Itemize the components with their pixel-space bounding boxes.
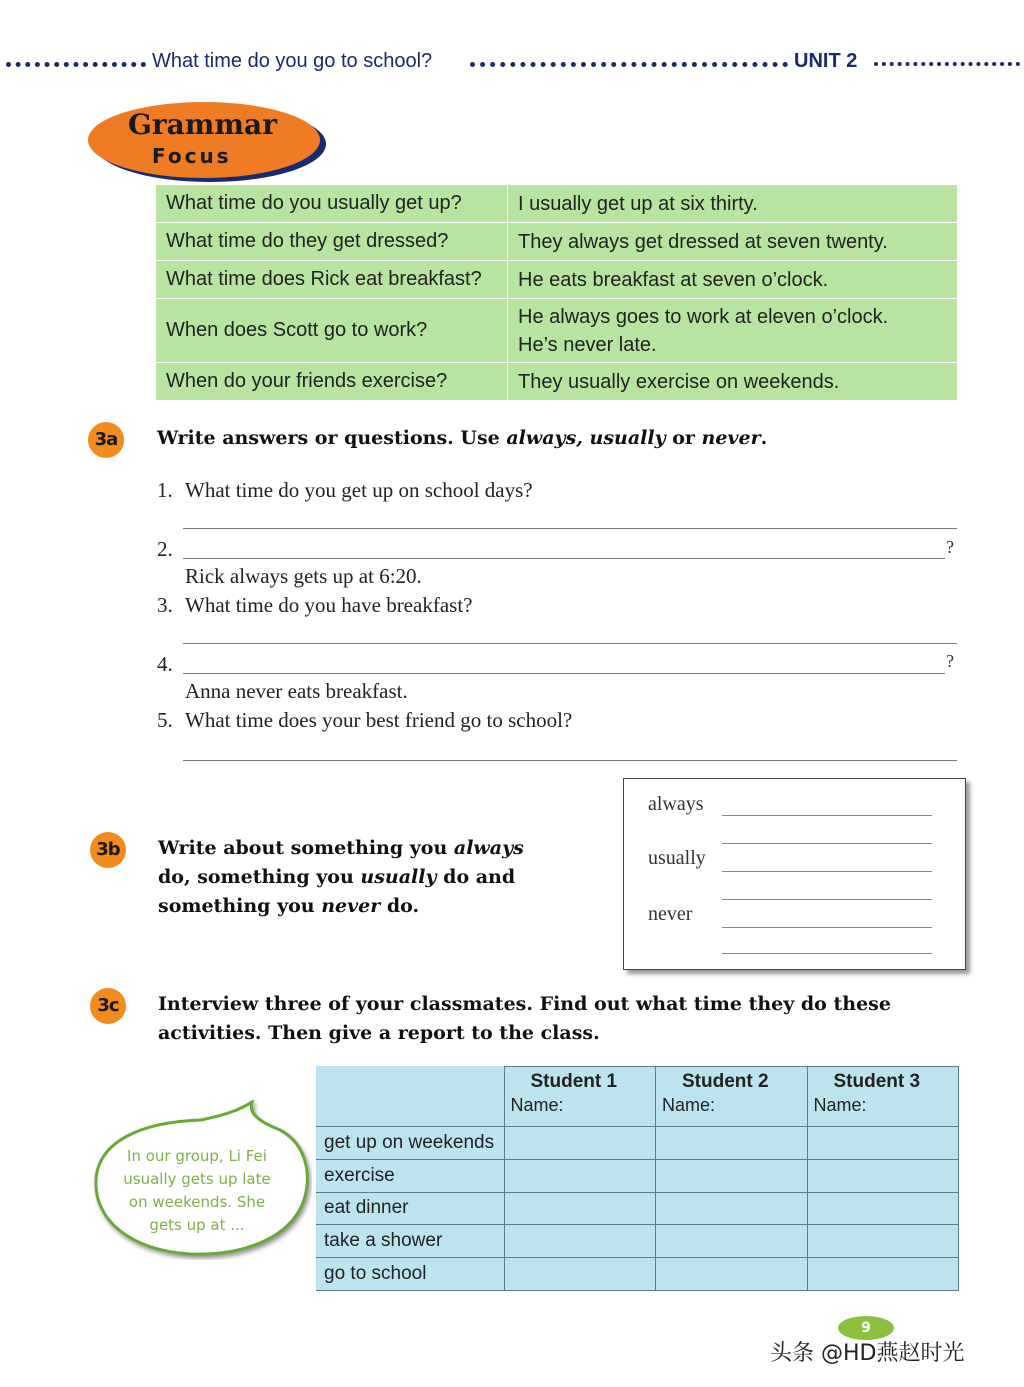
student-heading: Student 3 [833,1071,921,1092]
table-row [316,1127,959,1160]
name-label: Name: [813,1095,867,1115]
activity-label: go to school [316,1258,504,1291]
answer-cell[interactable] [656,1258,808,1291]
speech-bubble-text: In our group, Li Fei usually gets up late on weekends. She gets up at ... [123,1147,271,1234]
item-number: 2. [157,537,173,561]
grammar-answer-line: He always goes to work at eleven o’clock. [518,305,889,328]
activity-label: exercise [316,1159,504,1192]
instr-text: something you [158,895,322,917]
name-label: Name: [510,1095,564,1115]
instr-text: do, something you [158,866,361,888]
watermark: 头条 @HD燕赵时光 [770,1341,965,1366]
page-number: 9 [838,1316,894,1340]
instr-emphasis: never [701,427,761,449]
grammar-question: What time do you usually get up? [156,185,508,223]
grammar-answer-line: They usually exercise on weekends. [518,370,840,393]
grammar-question: When do your friends exercise? [156,363,508,401]
instr-emphasis: always [453,837,524,859]
survey-table-area [316,1066,959,1290]
writing-blank[interactable] [722,899,932,900]
instr-text: . [760,427,768,449]
box-word-never: never [648,903,693,925]
instr-emphasis: usually [360,866,437,888]
header-dots-mid [470,62,788,67]
student-3-header [807,1067,959,1127]
instr-line: activities. Then give a report to the class. [158,1022,600,1044]
table-corner-cell [316,1067,504,1127]
writing-blank[interactable] [722,953,932,954]
instr-line [158,863,598,892]
answer-cell[interactable] [807,1159,959,1192]
answer-cell[interactable] [656,1127,808,1160]
answer-cell[interactable] [504,1225,656,1258]
grammar-question: What time do they get dressed? [156,223,508,261]
unit-label: UNIT 2 [794,50,858,72]
answer-cell[interactable] [807,1258,959,1291]
item-text: What time do you get up on school days? [185,478,533,502]
header-dots-right [874,62,1020,66]
table-row [316,1159,959,1192]
grammar-answer-line: They always get dressed at seven twenty. [518,230,888,253]
answer-blank[interactable] [183,528,957,529]
grammar-answer [508,363,958,401]
student-2-header [656,1067,808,1127]
grammar-answer-line: I usually get up at six thirty. [518,192,758,215]
instr-emphasis: always, usually [506,427,666,449]
answer-cell[interactable] [656,1159,808,1192]
activity-label: eat dinner [316,1192,504,1225]
instr-line [158,892,598,921]
instr-text: do. [380,895,420,917]
instr-text: Write about something you [158,837,454,859]
activity-label: take a shower [316,1225,504,1258]
box-word-always: always [648,793,704,815]
question-mark: ? [946,537,954,557]
table-row [156,223,958,261]
table-row [316,1192,959,1225]
grammar-question: When does Scott go to work? [156,299,508,363]
writing-blank[interactable] [722,871,932,872]
answer-cell[interactable] [656,1192,808,1225]
question-mark: ? [946,651,954,671]
item-number: 1. [157,478,173,502]
header-title: What time do you go to school? [152,50,433,72]
box-word-usually: usually [648,847,706,869]
grammar-focus-subtitle: Focus [152,144,232,168]
section-3c-badge: 3c [90,988,126,1024]
table-row [156,299,958,363]
answer-cell[interactable] [807,1127,959,1160]
grammar-answer-line: He eats breakfast at seven o’clock. [518,268,829,291]
table-row [316,1258,959,1291]
item-number: 4. [157,652,173,676]
survey-table [316,1066,959,1291]
name-label: Name: [662,1095,716,1115]
answer-cell[interactable] [504,1192,656,1225]
answer-cell[interactable] [656,1225,808,1258]
grammar-answer [508,261,958,299]
grammar-answer [508,299,958,363]
answer-blank[interactable] [183,760,957,761]
question-blank[interactable] [183,673,945,674]
header-dots-left [6,62,146,67]
instr-line: Interview three of your classmates. Find out what time they do these [158,993,891,1015]
section-3a-instruction [157,424,767,453]
section-3a-badge: 3a [88,422,124,458]
grammar-answer-line: He’s never late. [518,333,657,356]
student-1-header [504,1067,656,1127]
section-3c-instruction [158,990,958,1048]
grammar-question: What time does Rick eat breakfast? [156,261,508,299]
item-number: 5. [157,708,173,732]
instr-text: or [665,427,702,449]
answer-cell[interactable] [504,1127,656,1160]
table-row [156,363,958,401]
item-number: 3. [157,593,173,617]
answer-cell[interactable] [504,1258,656,1291]
table-row [156,261,958,299]
student-heading: Student 2 [682,1071,769,1092]
answer-cell[interactable] [807,1192,959,1225]
grammar-table [155,184,958,401]
writing-blank[interactable] [722,927,932,928]
grammar-answer [508,223,958,261]
answer-blank[interactable] [183,643,957,644]
instr-text: Write answers or questions. Use [157,427,507,449]
question-blank[interactable] [183,558,945,559]
section-3b-instruction [158,834,598,921]
item-text: Rick always gets up at 6:20. [185,564,422,588]
page-header [0,48,1024,78]
item-text: Anna never eats breakfast. [185,679,408,703]
item-text: What time does your best friend go to school? [185,708,573,732]
table-row [316,1225,959,1258]
writing-blank[interactable] [722,815,932,816]
instr-text: do and [436,866,516,888]
frequency-writing-box [623,778,966,970]
grammar-focus-title: Grammar [128,108,277,141]
table-header-row [316,1067,959,1127]
activity-label: get up on weekends [316,1127,504,1160]
instr-emphasis: never [321,895,381,917]
student-heading: Student 1 [530,1071,618,1092]
section-3b-badge: 3b [90,832,126,868]
writing-blank[interactable] [722,843,932,844]
grammar-focus-badge [86,100,326,182]
item-text: What time do you have breakfast? [185,593,473,617]
answer-cell[interactable] [807,1225,959,1258]
instr-line [158,834,598,863]
grammar-answer [508,185,958,223]
table-row [156,185,958,223]
answer-cell[interactable] [504,1159,656,1192]
